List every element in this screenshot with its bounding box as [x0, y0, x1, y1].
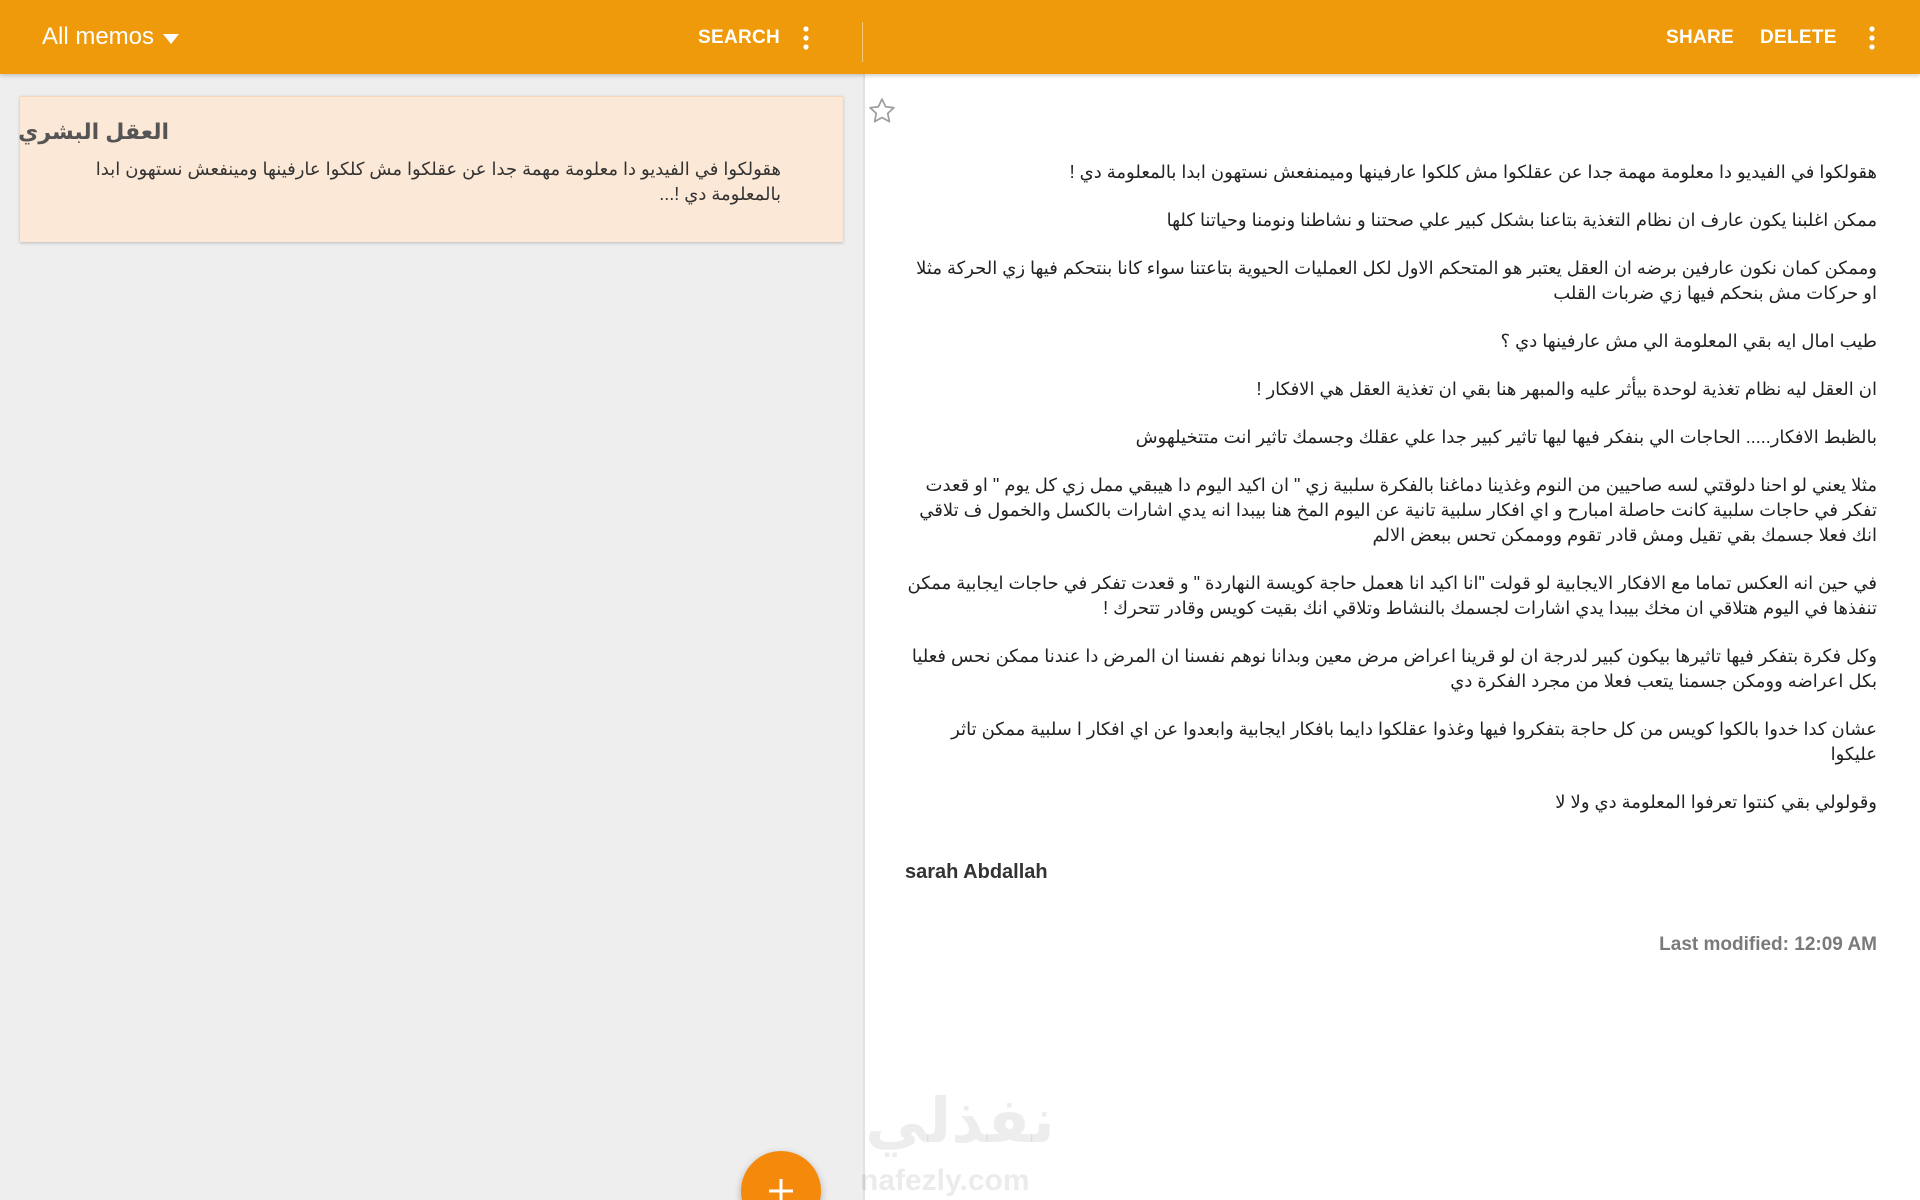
memo-paragraph: وقولولي بقي كنتوا تعرفوا المعلومة دي ولا لا	[1555, 792, 1877, 812]
last-modified-label: Last modified: 12:09 AM	[1659, 934, 1877, 955]
memo-paragraph: ان العقل ليه نظام تغذية لوحدة بيأثر عليه والمبهر هنا بقي ان تغذية العقل هي الافكار !	[1256, 379, 1877, 399]
memo-paragraph: وكل فكرة بتفكر فيها تاثيرها بيكون كبير لدرجة ان لو قرينا اعراض مرض معين وبدانا نوهم نفسنا ان المرض دا عندنا ممكن نحس فعليا بكل اعراضه وومكن جسمنا يتعب فعلا من مجرد الفكرة دي	[911, 646, 1877, 691]
caret-down-icon	[162, 33, 180, 45]
delete-button[interactable]: DELETE	[1760, 27, 1837, 48]
memo-paragraph: وممكن كمان نكون عارفين برضه ان العقل يعتبر هو المتحكم الاول لكل العمليات الحيوية بتاعتنا سواء كانا بنتحكم فيها زي الحركة مثلا او حركات مش بنحكم فيها زي ضربات القلب	[916, 258, 1877, 303]
memo-paragraph: طيب امال ايه بقي المعلومة الي مش عارفينها دي ؟	[1500, 331, 1877, 351]
memo-paragraph: في حين انه العكس تماما مع الافكار الايجابية لو قولت "انا اكيد انا هعمل حاجة كويسة النهاردة " و قعدت تفكر في حاجات ايجابية ممكن تنفذها في اليوم هتلاقي ان مخك بيبدا يدي اشارات لجسمك بالنشاط وتلاقي انك بقيت كويس وقادر تتحرك !	[907, 573, 1877, 618]
memo-list-pane	[0, 74, 863, 1200]
memo-paragraph: بالظبط الافكار..... الحاجات الي بنفكر فيها ليها تاثير كبير جدا علي عقلك وجسمك تاثير انت متتخيلهوش	[1135, 427, 1877, 447]
more-vert-icon[interactable]	[798, 24, 814, 52]
top-app-bar	[0, 0, 1920, 74]
memo-filter-label: All memos	[42, 23, 155, 50]
memo-paragraph: عشان كدا خدوا بالكوا كويس من كل حاجة بتفكروا فيها وغذوا عقلكوا دايما بافكار ايجابية وابعدوا عن اي افكار ا سلبية ممكن تاثر عليكوا	[951, 719, 1877, 764]
memo-paragraph: هقولكوا في الفيديو دا معلومة مهمة جدا عن عقلكوا مش كلكوا عارفينها وميمنفعش نستهون ابدا بالمعلومة دي !	[1069, 162, 1877, 182]
share-button[interactable]: SHARE	[1666, 27, 1735, 48]
memo-item-snippet: هقولكوا في الفيديو دا معلومة مهمة جدا عن عقلكوا مش كلكوا عارفينها ومينفعش نستهون ابدا بالمعلومة دي !...	[95, 159, 781, 204]
add-memo-button[interactable]	[741, 1151, 821, 1200]
more-vert-icon[interactable]	[1864, 24, 1880, 52]
memo-item-title: العقل البشري	[18, 119, 169, 144]
memo-author: sarah Abdallah	[905, 861, 1048, 883]
plus-icon	[766, 1176, 796, 1200]
memo-paragraph: ممكن اغلبنا يكون عارف ان نظام التغذية بتاعنا بشكل كبير علي صحتنا و نشاطنا ونومنا وحياتنا كلها	[1166, 210, 1877, 230]
memo-detail-pane	[865, 74, 1920, 1200]
detail-toolbar	[864, 0, 1920, 74]
star-outline-icon[interactable]	[867, 96, 897, 126]
toolbar-divider	[862, 22, 863, 62]
memo-paragraph: مثلا يعني لو احنا دلوقتي لسه صاحيين من النوم وغذينا دماغنا بالفكرة سلبية زي " ان اكيد اليوم دا هيبقي ممل زي كل يوم " او قعدت تفكر في حاجات سلبية كانت حاصلة امبارح و اي افكار سلبية تانية عن اليوم المخ هنا بيبدا انه يدي اشارات بالكسل والخمول ف تلاقي انك فعلا جسمك بقي تقيل ومش قادر تقوم ووممكن تحس ببعض الالم	[919, 475, 1877, 545]
search-button[interactable]: SEARCH	[698, 27, 781, 48]
list-toolbar	[0, 0, 862, 74]
memo-list-item[interactable]	[20, 96, 843, 242]
memo-filter-dropdown[interactable]	[42, 20, 180, 54]
memo-body-text[interactable]	[905, 160, 1877, 838]
